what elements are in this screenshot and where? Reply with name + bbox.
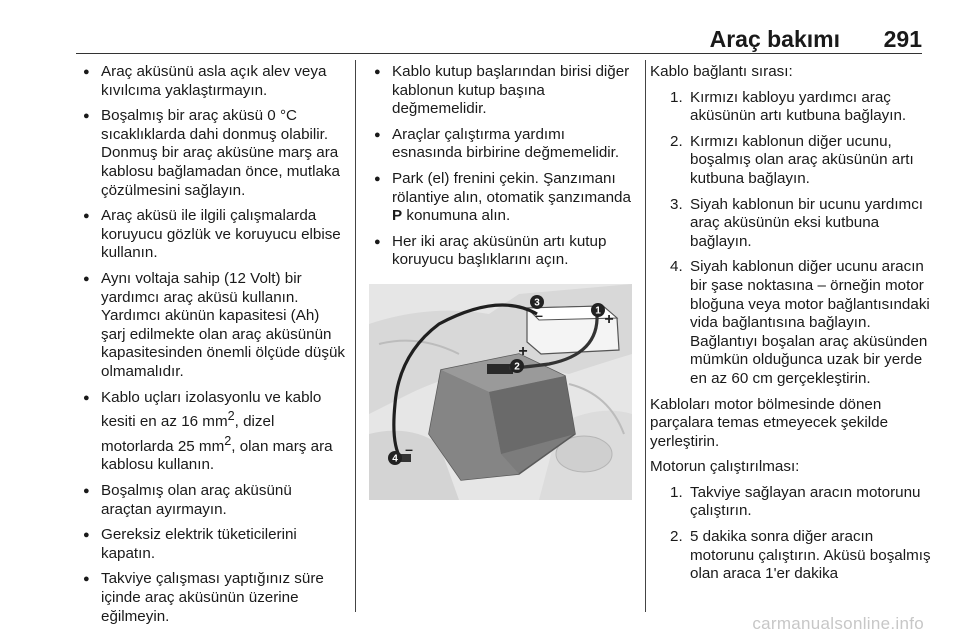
cable-text-c: , olan marş ara kablosu kullanın. — [101, 437, 333, 474]
jump-start-illustration — [369, 284, 632, 500]
cable-routing-note: Kabloları motor bölmesinde dönen parçalara temas etmeyecek şekilde yerleştirin. — [650, 395, 889, 450]
list-item — [670, 484, 932, 521]
step-text: Siyah kablonun bir ucunu yardımcı araç aküsünün eksi kutbuna bağlayın. — [690, 195, 924, 250]
list-item: ● Takviye çalışması yaptığınız süre içinde araç aküsünün üzerine eğilmeyin. — [80, 570, 346, 626]
page-header — [76, 22, 922, 54]
list-item-park-brake — [371, 170, 633, 226]
callout-1: 1 — [595, 305, 601, 317]
column-divider-left — [355, 60, 356, 612]
list-item — [670, 89, 932, 126]
column-divider-right — [645, 60, 646, 612]
start-steps-list — [650, 484, 932, 584]
step-number: 1. — [670, 88, 683, 106]
list-item: ● Araç aküsü ile ilgili çalışmalarda koruyucu gözlük ve koruyucu elbise kullanın. — [80, 207, 346, 263]
list-item — [670, 258, 932, 388]
callout-4: 4 — [392, 453, 398, 465]
column-left — [80, 63, 346, 633]
engine-bay-drawing — [369, 284, 632, 500]
jumpstart-bullet-list — [371, 63, 633, 270]
list-item — [670, 196, 932, 252]
list-item: ● Aynı voltaja sahip (12 Volt) bir yardımcı araç aküsü kullanın. Yardımcı akünün kapasitesi (Ah) şarj edilmekte olan araç aküsünün kapasitesinden önemli ölçüde düşük olmamalıdır. — [80, 270, 346, 382]
step-text: Siyah kablonun diğer ucunu aracın bir şase noktasına – örneğin motor bloğuna veya motor bağlantısındaki vida bağlantısına bağlayın. Bağlantıyı boşalan araç aküsünden mümkün olduğunca uzak bir yerde en az 60 cm gerçekleştirin. — [690, 258, 930, 387]
gear-p-label: P — [392, 207, 403, 225]
list-item — [670, 528, 932, 584]
minus-sign-aux-battery: – — [535, 307, 543, 323]
step-text: Kırmızı kabloyu yardımcı araç aküsünün artı kutbuna bağlayın. — [690, 88, 907, 125]
step-text: Kırmızı kablonun diğer ucunu, boşalmış olan araç aküsünün artı kutbuna bağlayın. — [690, 132, 914, 187]
step-number: 3. — [670, 195, 683, 213]
list-item: ● Araç aküsünü asla açık alev veya kıvılcıma yaklaştırmayın. — [80, 63, 346, 100]
watermark: carmanualsonline.info — [752, 614, 924, 633]
list-item: ● Boşalmış olan araç aküsünü araçtan ayırmayın. — [80, 482, 346, 519]
callout-3: 3 — [534, 297, 540, 309]
page-number: 291 — [883, 26, 922, 52]
step-number: 2. — [670, 528, 683, 546]
step-number: 1. — [670, 483, 683, 501]
step-text: 5 dakika sonra diğer aracın motorunu çalıştırın. Aküsü boşalmış olan araca 1'er dakika — [690, 528, 931, 583]
cable-text-a: Kablo uçları izolasyonlu ve kablo kesiti en az 16 mm — [101, 388, 322, 431]
list-item: ● Her iki araç aküsünün artı kutup koruyucu başlıklarını açın. — [371, 233, 633, 270]
step-number: 2. — [670, 132, 683, 150]
connection-order-heading: Kablo bağlantı sırası: — [650, 63, 793, 80]
plus-sign-aux-battery: + — [604, 311, 614, 328]
park-text-b: konumuna alın. — [402, 207, 511, 225]
park-text-a: Park (el) frenini çekin. Şanzımanı rölantiye alın, otomatik şanzımanda — [392, 169, 631, 206]
minus-sign-ground: – — [405, 441, 413, 457]
list-item — [670, 133, 932, 189]
connection-steps-list — [650, 89, 932, 389]
safety-bullet-list — [80, 63, 346, 626]
list-item-cable-spec — [80, 389, 346, 476]
column-middle — [371, 63, 633, 277]
superscript-2: 2 — [227, 409, 235, 424]
step-text: Takviye sağlayan aracın motorunu çalıştırın. — [690, 483, 921, 520]
list-item: ● Araçlar çalıştırma yardımı esnasında birbirine değmemelidir. — [371, 126, 633, 163]
callout-2: 2 — [514, 361, 520, 373]
step-number: 4. — [670, 258, 683, 276]
plus-sign-discharged-battery: + — [518, 343, 528, 360]
list-item: ● Gereksiz elektrik tüketicilerini kapatın. — [80, 526, 346, 563]
list-item: ● Kablo kutup başlarından birisi diğer kablonun kutup başına değmemelidir. — [371, 63, 633, 119]
superscript-2: 2 — [224, 433, 232, 448]
cable-text-b: , dizel motorlarda 25 mm — [101, 413, 275, 455]
list-item: ● Boşalmış bir araç aküsü 0 °C sıcaklıklarda dahi donmuş olabilir. Donmuş bir araç aküsüne marş ara kablosu bağlamadan önce, mutlaka çözülmesini sağlayın. — [80, 107, 346, 200]
page-title: Araç bakımı — [709, 26, 840, 52]
column-right — [650, 63, 932, 591]
engine-start-heading: Motorun çalıştırılması: — [650, 458, 800, 476]
